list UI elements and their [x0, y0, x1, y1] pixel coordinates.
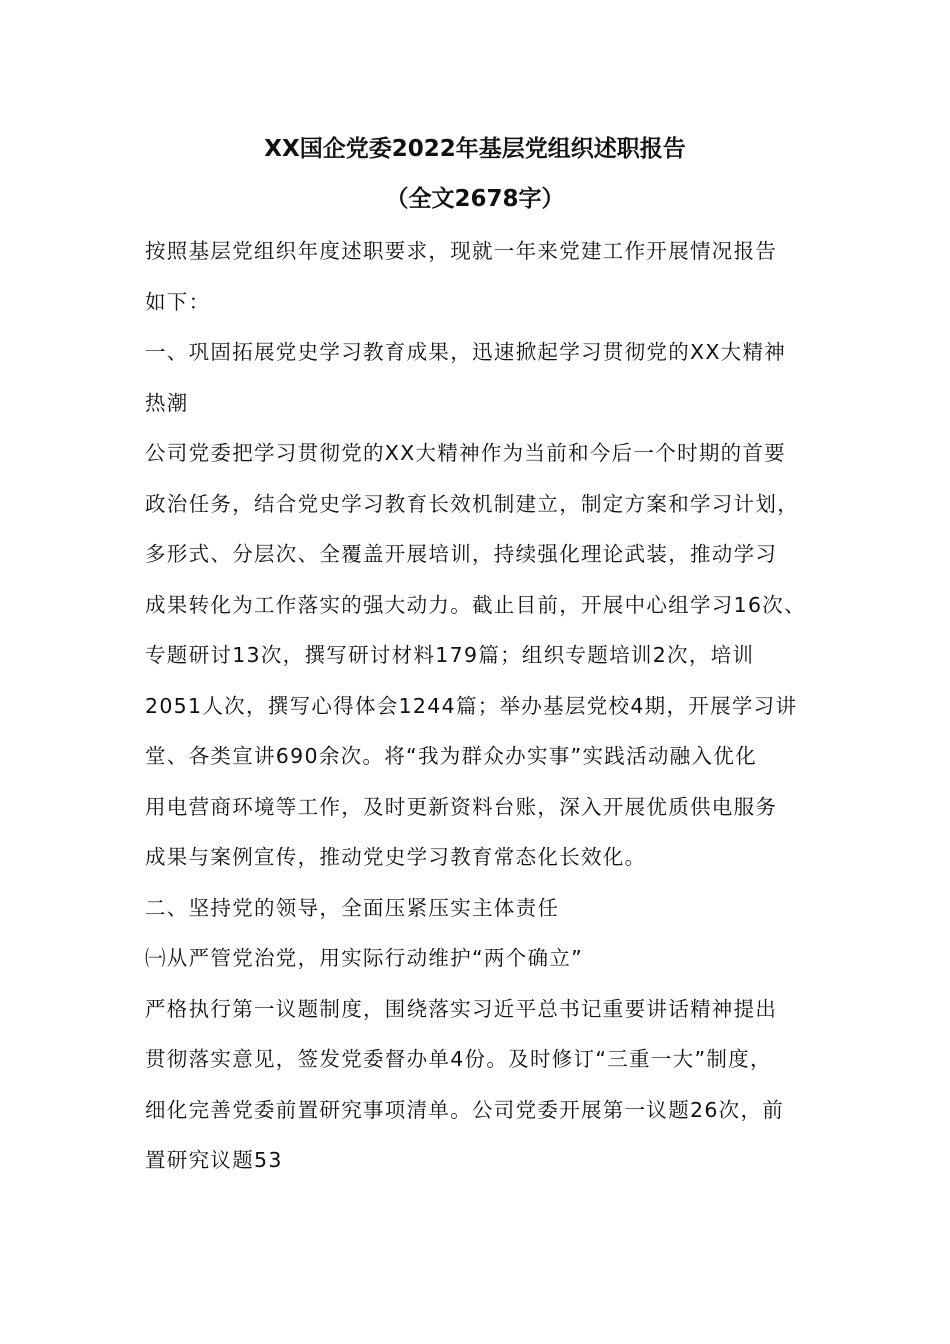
- paragraph-line: 专题研讨13次，撰写研讨材料179篇；组织专题培训2次，培训: [145, 643, 755, 667]
- paragraph-line: 细化完善党委前置研究事项清单。公司党委开展第一议题26次，前: [145, 1097, 785, 1122]
- paragraph-line: 成果转化为工作落实的强大动力。截止目前，开展中心组学习16次、: [145, 592, 806, 617]
- section-heading-line: 一、巩固拓展党史学习教育成果，迅速掀起学习贯彻党的XX大精神: [145, 340, 787, 364]
- paragraph-line: 成果与案例宣传，推动党史学习教育常态化长效化。: [145, 845, 647, 869]
- subsection-heading-line: ㈠从严管党治党，用实际行动维护“两个确立”: [145, 946, 584, 970]
- document-subtitle: （全文2678字）: [385, 186, 565, 212]
- document-title: XX国企党委2022年基层党组织述职报告: [264, 136, 686, 162]
- paragraph-line: 2051人次，撰写心得体会1244篇；举办基层党校4期，开展学习讲: [145, 693, 798, 718]
- paragraph-line: 公司党委把学习贯彻党的XX大精神作为当前和今后一个时期的首要: [145, 441, 787, 465]
- paragraph-line: 用电营商环境等工作，及时更新资料台账，深入开展优质供电服务: [145, 794, 778, 819]
- paragraph-line: 严格执行第一议题制度，围绕落实习近平总书记重要讲话精神提出: [145, 996, 778, 1021]
- document-body: [145, 232, 815, 1192]
- intro-line: 按照基层党组织年度述职要求，现就一年来党建工作开展情况报告: [145, 239, 778, 263]
- paragraph-line: 堂、各类宣讲690余次。将“我为群众办实事”实践活动融入优化: [145, 744, 757, 768]
- section-heading-line: 二、坚持党的领导，全面压紧压实主体责任: [145, 895, 560, 920]
- paragraph-line: 政治任务，结合党史学习教育长效机制建立，制定方案和学习计划，: [145, 491, 799, 516]
- section-heading-line: 热潮: [145, 390, 189, 415]
- paragraph-line: 多形式、分层次、全覆盖开展培训，持续强化理论武装，推动学习: [145, 542, 778, 566]
- paragraph-line: 置研究议题53: [145, 1148, 283, 1172]
- paragraph-line: 贯彻落实意见，签发党委督办单4份。及时修订“三重一大”制度，: [145, 1047, 772, 1071]
- intro-line: 如下：: [145, 289, 211, 314]
